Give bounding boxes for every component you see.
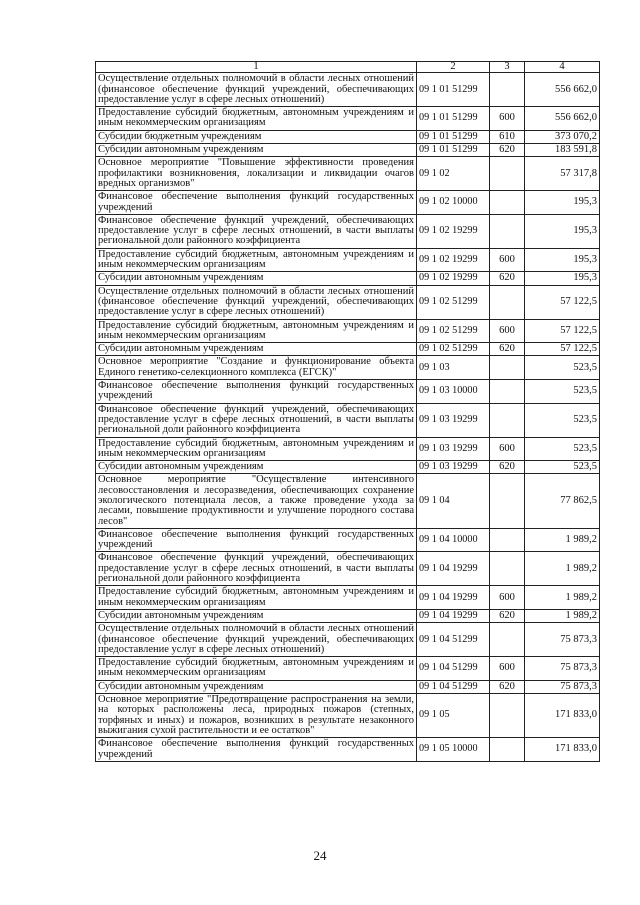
row-expense-type: [490, 738, 525, 762]
row-amount: 75 873,3: [525, 623, 600, 657]
row-expense-type: [490, 403, 525, 437]
row-expense-type: [490, 191, 525, 215]
row-code: 09 1 05 10000: [417, 738, 490, 762]
row-amount: 523,5: [525, 461, 600, 474]
row-description: Предоставление субсидий бюджетным, автономным учреждениям и иным некоммерческим организациям: [96, 657, 417, 681]
row-expense-type: [490, 474, 525, 528]
row-description: Предоставление субсидий бюджетным, автономным учреждениям и иным некоммерческим организациям: [96, 319, 417, 343]
row-code: 09 1 02 19299: [417, 272, 490, 285]
row-description: Финансовое обеспечение функций учреждений, обеспечивающих предоставление услуг в сфере лесных отношений, в части выплаты региональной доли районного коэффициента: [96, 214, 417, 248]
table-row: [96, 474, 600, 528]
row-code: 09 1 02 10000: [417, 191, 490, 215]
row-code: 09 1 04 19299: [417, 609, 490, 622]
row-amount: 171 833,0: [525, 738, 600, 762]
row-code: 09 1 01 51299: [417, 144, 490, 157]
row-description: Осуществление отдельных полномочий в области лесных отношений (финансовое обеспечение функций учреждений, обеспечивающих предоставление услуг в сфере лесных отношений): [96, 623, 417, 657]
column-header-1: 1: [96, 62, 417, 73]
table-row: [96, 403, 600, 437]
row-amount: 75 873,3: [525, 657, 600, 681]
row-amount: 195,3: [525, 248, 600, 272]
table-row: [96, 144, 600, 157]
table-row: [96, 461, 600, 474]
row-code: 09 1 04: [417, 474, 490, 528]
row-description: Финансовое обеспечение функций учреждений, обеспечивающих предоставление услуг в сфере лесных отношений, в части выплаты региональной доли районного коэффициента: [96, 403, 417, 437]
row-description: Основное мероприятие "Осуществление интенсивного лесовосстановления и лесоразведения, обеспечивающих сохранение экологического потенциала лесов, а также проведение ухода за лесами, повышение продуктивности и улучшение породного состава лесов": [96, 474, 417, 528]
row-code: 09 1 03: [417, 356, 490, 380]
row-description: Субсидии автономным учреждениям: [96, 680, 417, 693]
table-row: [96, 285, 600, 319]
table-row: [96, 343, 600, 356]
row-code: 09 1 05: [417, 694, 490, 738]
budget-table: [95, 61, 600, 762]
row-description: Предоставление субсидий бюджетным, автономным учреждениям и иным некоммерческим организациям: [96, 586, 417, 610]
row-amount: 1 989,2: [525, 552, 600, 586]
row-expense-type: [490, 157, 525, 191]
table-row: [96, 680, 600, 693]
row-amount: 523,5: [525, 437, 600, 461]
column-header-4: 4: [525, 62, 600, 73]
row-code: 09 1 01 51299: [417, 73, 490, 107]
row-expense-type: [490, 285, 525, 319]
table-row: [96, 738, 600, 762]
row-description: Субсидии автономным учреждениям: [96, 272, 417, 285]
row-description: Основное мероприятие "Предотвращение распространения на земли, на которых расположены леса, природных пожаров (степных, торфяных и иных) и пожаров, возникших в результате незаконного выжигания сухой растительности и ее остатков": [96, 694, 417, 738]
row-expense-type: 610: [490, 130, 525, 143]
table-row: [96, 586, 600, 610]
row-expense-type: [490, 356, 525, 380]
column-header-2: 2: [417, 62, 490, 73]
row-description: Осуществление отдельных полномочий в области лесных отношений (финансовое обеспечение функций учреждений, обеспечивающих предоставление услуг в сфере лесных отношений): [96, 73, 417, 107]
row-expense-type: 600: [490, 437, 525, 461]
row-amount: 195,3: [525, 214, 600, 248]
row-code: 09 1 02 51299: [417, 343, 490, 356]
row-expense-type: 620: [490, 343, 525, 356]
row-amount: 57 122,5: [525, 343, 600, 356]
row-description: Основное мероприятие "Создание и функционирование объекта Единого генетико-селекционного комплекса (ЕГСК)": [96, 356, 417, 380]
row-amount: 1 989,2: [525, 528, 600, 552]
row-amount: 523,5: [525, 380, 600, 404]
row-code: 09 1 04 51299: [417, 657, 490, 681]
table-row: [96, 130, 600, 143]
table-row: [96, 272, 600, 285]
row-description: Предоставление субсидий бюджетным, автономным учреждениям и иным некоммерческим организациям: [96, 107, 417, 131]
row-code: 09 1 04 10000: [417, 528, 490, 552]
row-description: Основное мероприятие "Повышение эффективности проведения профилактики возникновения, локализации и ликвидации очагов вредных организмов": [96, 157, 417, 191]
row-description: Субсидии бюджетным учреждениям: [96, 130, 417, 143]
table-row: [96, 73, 600, 107]
row-description: Предоставление субсидий бюджетным, автономным учреждениям и иным некоммерческим организациям: [96, 437, 417, 461]
row-expense-type: 620: [490, 680, 525, 693]
row-expense-type: 600: [490, 586, 525, 610]
table-row: [96, 552, 600, 586]
row-description: Субсидии автономным учреждениям: [96, 343, 417, 356]
row-amount: 523,5: [525, 403, 600, 437]
table-row: [96, 356, 600, 380]
row-amount: 57 317,8: [525, 157, 600, 191]
row-expense-type: 620: [490, 609, 525, 622]
table-row: [96, 657, 600, 681]
row-code: 09 1 04 51299: [417, 680, 490, 693]
row-amount: 556 662,0: [525, 107, 600, 131]
table-row: [96, 319, 600, 343]
row-expense-type: [490, 552, 525, 586]
row-description: Финансовое обеспечение функций учреждений, обеспечивающих предоставление услуг в сфере лесных отношений, в части выплаты региональной доли районного коэффициента: [96, 552, 417, 586]
row-description: Субсидии автономным учреждениям: [96, 144, 417, 157]
row-code: 09 1 01 51299: [417, 107, 490, 131]
row-description: Финансовое обеспечение выполнения функций государственных учреждений: [96, 380, 417, 404]
row-code: 09 1 02 51299: [417, 319, 490, 343]
table-row: [96, 380, 600, 404]
table-row: [96, 107, 600, 131]
row-code: 09 1 04 51299: [417, 623, 490, 657]
column-header-3: 3: [490, 62, 525, 73]
table-row: [96, 609, 600, 622]
row-amount: 195,3: [525, 272, 600, 285]
table-row: [96, 248, 600, 272]
row-amount: 523,5: [525, 356, 600, 380]
row-amount: 556 662,0: [525, 73, 600, 107]
row-expense-type: [490, 694, 525, 738]
row-code: 09 1 03 19299: [417, 403, 490, 437]
page-number: 24: [313, 848, 327, 863]
table-row: [96, 694, 600, 738]
row-expense-type: 600: [490, 657, 525, 681]
table-row: [96, 214, 600, 248]
row-description: Финансовое обеспечение выполнения функций государственных учреждений: [96, 528, 417, 552]
row-amount: 195,3: [525, 191, 600, 215]
row-description: Субсидии автономным учреждениям: [96, 461, 417, 474]
table-row: [96, 528, 600, 552]
row-expense-type: [490, 623, 525, 657]
row-expense-type: 620: [490, 144, 525, 157]
row-expense-type: 600: [490, 107, 525, 131]
table-row: [96, 191, 600, 215]
row-code: 09 1 04 19299: [417, 552, 490, 586]
row-code: 09 1 04 19299: [417, 586, 490, 610]
row-expense-type: 620: [490, 272, 525, 285]
row-expense-type: [490, 380, 525, 404]
row-amount: 171 833,0: [525, 694, 600, 738]
row-amount: 183 591,8: [525, 144, 600, 157]
row-description: Предоставление субсидий бюджетным, автономным учреждениям и иным некоммерческим организациям: [96, 248, 417, 272]
row-code: 09 1 02 51299: [417, 285, 490, 319]
row-description: Субсидии автономным учреждениям: [96, 609, 417, 622]
row-amount: 373 070,2: [525, 130, 600, 143]
row-description: Финансовое обеспечение выполнения функций государственных учреждений: [96, 738, 417, 762]
table-row: [96, 623, 600, 657]
row-amount: 1 989,2: [525, 609, 600, 622]
row-expense-type: 600: [490, 248, 525, 272]
row-amount: 75 873,3: [525, 680, 600, 693]
row-amount: 1 989,2: [525, 586, 600, 610]
row-amount: 57 122,5: [525, 285, 600, 319]
row-expense-type: [490, 73, 525, 107]
row-description: Финансовое обеспечение выполнения функций государственных учреждений: [96, 191, 417, 215]
row-expense-type: [490, 214, 525, 248]
column-number-header-row: [96, 62, 600, 73]
table-row: [96, 157, 600, 191]
row-expense-type: 620: [490, 461, 525, 474]
row-code: 09 1 02 19299: [417, 248, 490, 272]
row-code: 09 1 03 19299: [417, 437, 490, 461]
row-code: 09 1 01 51299: [417, 130, 490, 143]
row-amount: 77 862,5: [525, 474, 600, 528]
row-code: 09 1 02 19299: [417, 214, 490, 248]
row-expense-type: [490, 528, 525, 552]
table-row: [96, 437, 600, 461]
row-expense-type: 600: [490, 319, 525, 343]
row-code: 09 1 02: [417, 157, 490, 191]
row-description: Осуществление отдельных полномочий в области лесных отношений (финансовое обеспечение функций учреждений, обеспечивающих предоставление услуг в сфере лесных отношений): [96, 285, 417, 319]
row-code: 09 1 03 19299: [417, 461, 490, 474]
row-amount: 57 122,5: [525, 319, 600, 343]
row-code: 09 1 03 10000: [417, 380, 490, 404]
